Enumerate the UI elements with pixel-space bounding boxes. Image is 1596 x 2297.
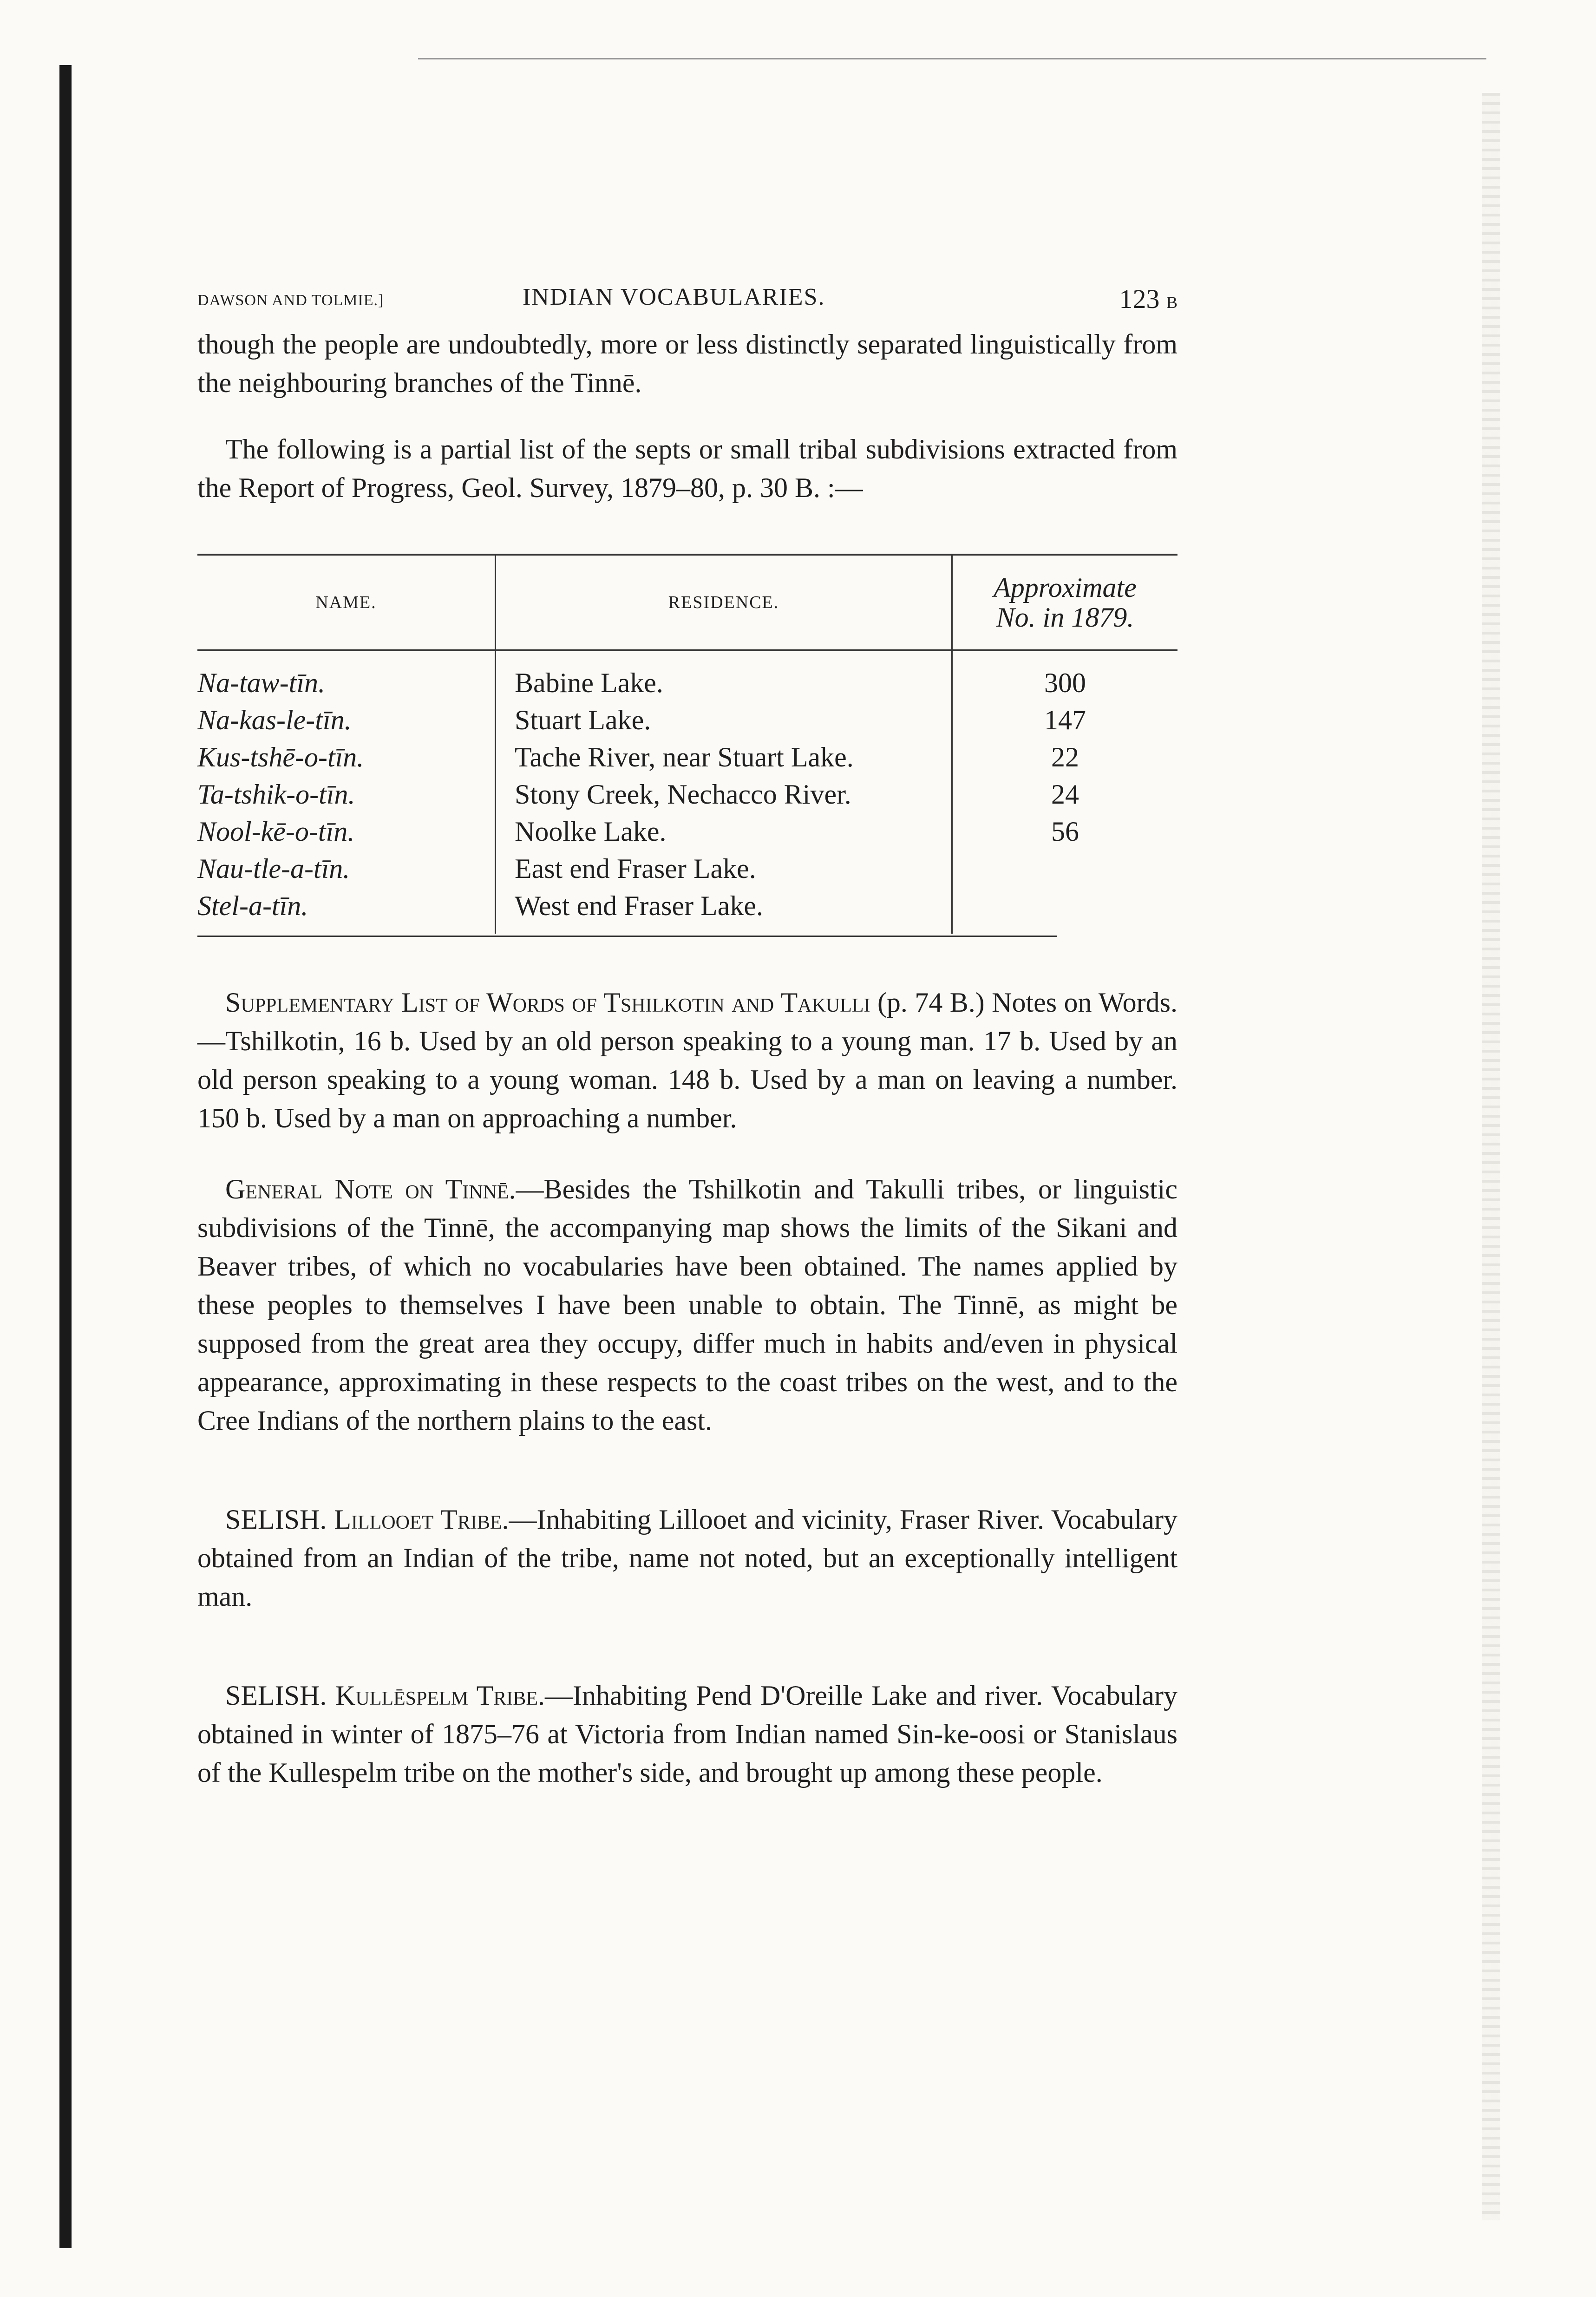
supplementary-paragraph xyxy=(197,983,1177,1138)
residence-cell: West end Fraser Lake. xyxy=(496,887,952,934)
sept-name-cell: Na-taw-tīn. xyxy=(197,668,326,698)
paragraph-continuation: though the people are undoubtedly, more or less distinctly separated linguistically from the neighbouring branches of the Tinnē. xyxy=(197,329,1177,398)
kullespelm-text: —Inhabiting Pend D'Oreille Lake and river. Vocabulary obtained in winter of 1875–76 at Victoria from Indian named Sin-ke-oosi or Stanislaus of the Kullespelm tribe on the mother's side, and brought up among these people. xyxy=(197,1680,1177,1788)
sept-name-cell: Stel-a-tīn. xyxy=(197,890,308,921)
number-cell: 147 xyxy=(1044,705,1086,735)
number-cell xyxy=(952,887,1178,934)
table-row xyxy=(197,739,1177,776)
header-title: INDIAN VOCABULARIES. xyxy=(523,284,825,310)
table-row xyxy=(197,850,1177,887)
table-header-row xyxy=(197,555,1177,650)
sept-name-cell: Na-kas-le-tīn. xyxy=(197,705,352,735)
header-authors: DAWSON AND TOLMIE.] xyxy=(197,292,384,309)
page-number: 123 B xyxy=(1119,284,1177,314)
running-header xyxy=(197,283,1177,325)
lillooet-text: —Inhabiting Lillooet and vicinity, Fraser River. Vocabulary obtained from an Indian of the tribe, name not noted, but an exceptionally intelligent man. xyxy=(197,1504,1177,1612)
column-header-residence: RESIDENCE. xyxy=(496,555,952,650)
page-edge xyxy=(1482,93,1500,2220)
lillooet-heading: Lillooet Tribe. xyxy=(334,1504,509,1535)
page-content xyxy=(197,283,1177,1792)
table-row xyxy=(197,650,1177,701)
kullespelm-lead: SELISH. xyxy=(225,1680,327,1711)
kullespelm-paragraph xyxy=(197,1676,1177,1792)
number-cell: 22 xyxy=(1051,742,1079,772)
kullespelm-heading: Kullēspelm Tribe. xyxy=(335,1680,545,1711)
sept-name-cell: Nau-tle-a-tīn. xyxy=(197,853,350,884)
table-row xyxy=(197,776,1177,813)
residence-cell: Stuart Lake. xyxy=(496,701,952,739)
residence-cell: Noolke Lake. xyxy=(496,813,952,850)
table-row xyxy=(197,813,1177,850)
top-rule xyxy=(418,58,1486,59)
general-note-text: —Besides the Tshilkotin and Takulli tribes, or linguistic subdivisions of the Tinnē, the accompanying map shows the limits of the Sikani and Beaver tribes, of which no vocabularies have been obtained. The names applied by these peoples to themselves I have been unable to obtain. The Tinnē, as might be supposed from the great area they occupy, differ much in habits and/even in physical appearance, approximating in these respects to the coast tribes on the west, and to the Cree Indians of the northern plains to the east. xyxy=(197,1174,1177,1436)
residence-cell: Stony Creek, Nechacco River. xyxy=(496,776,952,813)
column-header-name: NAME. xyxy=(315,593,377,612)
general-note-paragraph xyxy=(197,1170,1177,1440)
general-note-heading: General Note on Tinnē. xyxy=(225,1174,516,1204)
number-cell xyxy=(952,850,1178,887)
number-cell: 56 xyxy=(1051,816,1079,847)
sept-name-cell: Kus-tshē-o-tīn. xyxy=(197,742,364,772)
number-cell: 300 xyxy=(1044,668,1086,698)
binding-edge xyxy=(59,65,72,2248)
lillooet-lead: SELISH. xyxy=(225,1504,327,1535)
residence-cell: Tache River, near Stuart Lake. xyxy=(496,739,952,776)
table-body xyxy=(197,650,1177,934)
sept-name-cell: Ta-tshik-o-tīn. xyxy=(197,779,355,810)
septs-table xyxy=(197,554,1177,934)
column-header-number: Approximate No. in 1879. xyxy=(994,572,1137,633)
supplementary-text: (p. 74 B.) Notes on Words.—Tshilkotin, 16 b. Used by an old person speaking to a young man. 17 b. Used by an old person speaking to a young woman. 148 b. Used by a man on leaving a number. 150 b. Used by a man on approaching a number. xyxy=(197,987,1177,1133)
number-cell: 24 xyxy=(1051,779,1079,810)
residence-cell: Babine Lake. xyxy=(496,650,952,701)
residence-cell: East end Fraser Lake. xyxy=(496,850,952,887)
table-row xyxy=(197,701,1177,739)
paragraph-intro: The following is a partial list of the septs or small tribal subdivisions extracted from the Report of Progress, Geol. Survey, 1879–80, p. 30 B. :— xyxy=(197,434,1177,503)
supplementary-heading: Supplementary List of Words of Tshilkotin and Takulli xyxy=(225,987,870,1018)
sept-name-cell: Nool-kē-o-tīn. xyxy=(197,816,355,847)
table-row xyxy=(197,887,1177,934)
lillooet-paragraph xyxy=(197,1500,1177,1616)
